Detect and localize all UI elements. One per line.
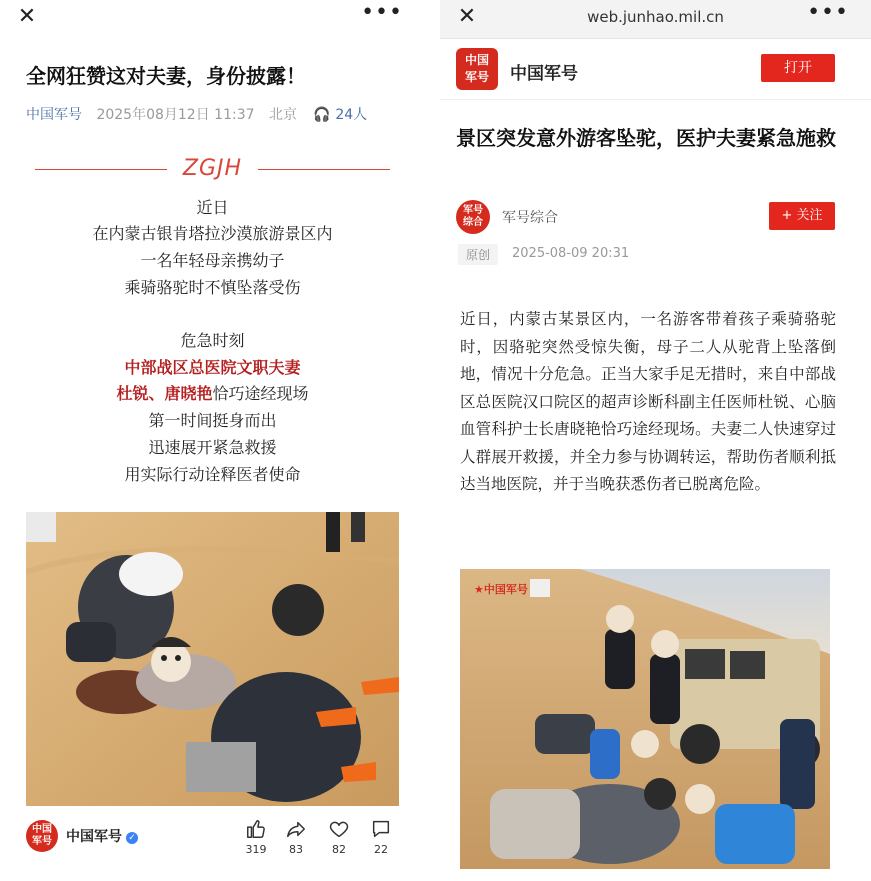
poem-line-highlight: 中部战区总医院文职夫妻 <box>124 358 301 377</box>
left-article-panel <box>0 0 425 881</box>
article-title: 景区突发意外游客坠驼，医护夫妻紧急施救 <box>456 126 836 150</box>
listen-button[interactable] <box>313 107 367 123</box>
follow-button[interactable]: + 关注 <box>769 202 835 230</box>
rescue-photo-illustration <box>26 512 399 806</box>
comment-icon <box>370 818 392 840</box>
original-tag: 原创 <box>458 244 498 265</box>
comment-button[interactable] <box>361 818 401 856</box>
poem-line: 在内蒙古银肯塔拉沙漠旅游景区内 <box>92 224 333 243</box>
publisher-name[interactable] <box>66 826 138 846</box>
author-name[interactable]: 军号综合 <box>502 210 558 226</box>
article-meta <box>26 104 367 124</box>
article-title: 全网狂赞这对夫妻，身份披露！ <box>26 64 306 88</box>
author-avatar-text: 军号 综合 <box>463 205 483 228</box>
open-app-button[interactable]: 打开 <box>761 54 835 82</box>
poem-line: 乘骑骆驼时不慎坠落受伤 <box>124 278 301 297</box>
like-button[interactable] <box>236 818 276 856</box>
comment-count: 22 <box>374 843 388 856</box>
poem-line: 迅速展开紧急救援 <box>148 438 277 457</box>
source-link[interactable]: 中国军号 <box>26 107 82 123</box>
publisher-logo-text: 中国 军号 <box>32 824 52 847</box>
thumbs-up-icon <box>245 818 267 840</box>
publisher-name-text: 中国军号 <box>66 829 122 845</box>
poem-line: 危急时刻 <box>180 331 245 350</box>
article-body: 近日，内蒙古某景区内，一名游客带着孩子乘骑骆驼时，因骆驼突然受惊失衡，母子二人从驼背上坠落倒地，情况十分危急。正当大家手足无措时，来自中部战区总医院汉口院区的超声诊断科副主任医师杜锐、心脑血管科护士长唐晓艳恰巧途经现场。夫妻二人快速穿过人群展开救援，并全力参与协调转运，帮助伤者顺利抵达当地医院，并于当晚获悉伤者已脱离危险。 <box>460 310 836 493</box>
favorite-count: 82 <box>332 843 346 856</box>
location: 北京 <box>268 107 297 123</box>
listener-count: 24人 <box>335 107 368 123</box>
more-options-icon[interactable]: ••• <box>807 0 849 25</box>
close-icon[interactable]: ✕ <box>17 4 37 29</box>
rescue-photo[interactable] <box>26 512 399 806</box>
right-article-panel <box>440 0 871 881</box>
header-divider <box>440 99 871 100</box>
poem-line: 近日 <box>196 198 229 217</box>
poem-line: 用实际行动诠释医者使命 <box>124 465 301 484</box>
brand-logo <box>456 48 498 90</box>
share-icon <box>285 818 307 840</box>
poem-text: 恰巧途经现场 <box>212 384 309 403</box>
photo-watermark: ★中国军号 <box>474 583 528 596</box>
heart-icon <box>328 818 350 840</box>
close-icon[interactable]: ✕ <box>457 4 477 29</box>
headphones-icon: 🎧 <box>313 107 331 123</box>
brand-logo-text: 中国 军号 <box>464 53 489 84</box>
brand-name: 中国军号 <box>510 64 578 84</box>
panel-divider <box>425 0 440 881</box>
publish-datetime: 2025年08月12日 11:37 <box>96 107 255 123</box>
rescue-scene-illustration <box>460 569 830 869</box>
url-display[interactable]: web.junhao.mil.cn <box>587 8 724 26</box>
author-avatar[interactable] <box>456 200 490 234</box>
poem-line: 第一时间挺身而出 <box>148 411 277 430</box>
article-footer <box>0 806 425 881</box>
share-button[interactable] <box>276 818 316 856</box>
left-top-bar <box>0 0 425 38</box>
poem-line: 一名年轻母亲携幼子 <box>140 251 285 270</box>
publisher-logo[interactable] <box>26 820 58 852</box>
share-count: 83 <box>289 843 303 856</box>
favorite-button[interactable] <box>319 818 359 856</box>
like-count: 319 <box>245 843 267 856</box>
section-heading: ZGJH <box>182 156 243 181</box>
verified-icon: ✓ <box>126 832 138 844</box>
more-options-icon[interactable]: ••• <box>361 0 403 25</box>
publish-date: 2025-08-09 20:31 <box>512 246 630 261</box>
poem-line-names <box>0 381 425 404</box>
browser-top-bar <box>440 0 871 39</box>
doctor-names: 杜锐、唐晓艳 <box>116 384 213 403</box>
rescue-scene-photo[interactable] <box>460 569 830 869</box>
